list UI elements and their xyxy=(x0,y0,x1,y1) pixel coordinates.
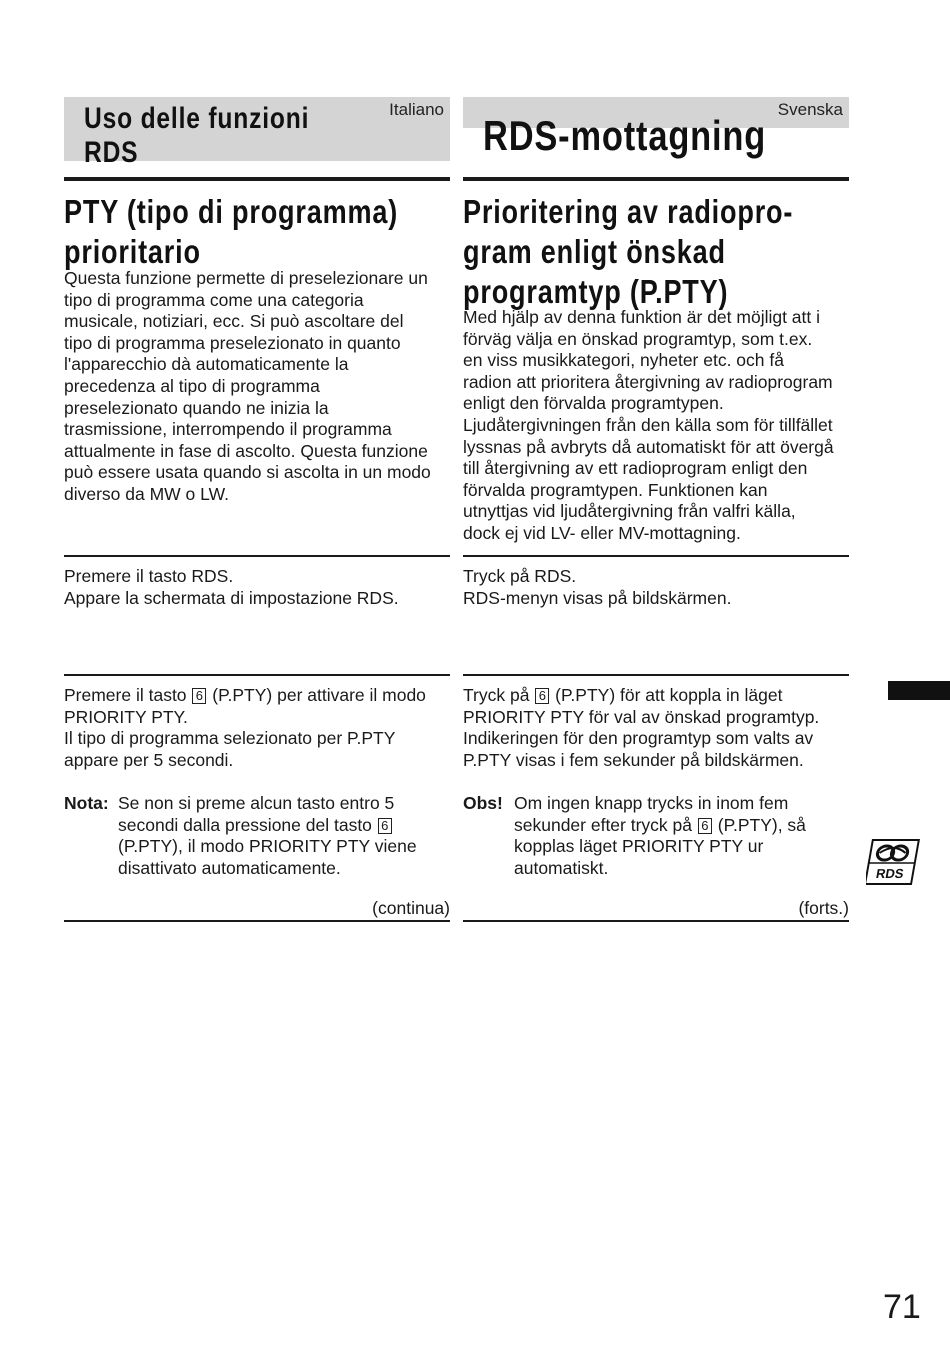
divider xyxy=(64,555,450,557)
continued-label: (continua) xyxy=(372,898,450,918)
divider xyxy=(463,674,849,676)
note-text: Om ingen knapp trycks in inom fem sekunder efter tryck på 6 (P.PTY), så kopplas läget PRIORITY PTY ur automatiskt. xyxy=(514,793,806,878)
key-button-icon: 6 xyxy=(192,688,206,704)
feature-heading: PTY (tipo di programma) prioritario xyxy=(64,193,399,270)
step-2-text: Premere il tasto 6 (P.PTY) per attivare il modo PRIORITY PTY. Il tipo di programma selezionato per P.PTY appare per 5 secondi. xyxy=(64,685,426,770)
step-1-text: Premere il tasto RDS. Appare la schermata di impostazione RDS. xyxy=(64,566,399,608)
divider xyxy=(463,920,849,922)
divider xyxy=(463,555,849,557)
key-button-icon: 6 xyxy=(698,818,712,834)
note-label: Obs! xyxy=(463,793,503,813)
divider xyxy=(64,674,450,676)
divider xyxy=(64,920,450,922)
page-number: 71 xyxy=(883,1288,921,1326)
language-label: Italiano xyxy=(389,100,444,119)
step-1-text: Tryck på RDS. RDS-menyn visas på bildskärmen. xyxy=(463,566,732,608)
feature-heading: Prioritering av radiopro- gram enligt önskad programtyp (P.PTY) xyxy=(463,193,794,310)
section-title: RDS-mottagning xyxy=(483,112,767,159)
rds-logo-icon xyxy=(866,839,920,885)
note-label: Nota: xyxy=(64,793,109,813)
section-title: Uso delle funzioni RDS xyxy=(84,102,310,169)
language-label: Svenska xyxy=(777,100,843,119)
key-button-icon: 6 xyxy=(378,818,392,834)
divider xyxy=(463,177,849,181)
step-2-text: Tryck på 6 (P.PTY) för att koppla in läget PRIORITY PTY för val av önskad programtyp. Indikeringen för den programtyp som valts av P.PTY visas i fem sekunder på bildskärmen. xyxy=(463,685,820,770)
intro-paragraph: Med hjälp av denna funktion är det möjligt att i förväg välja en önskad programtyp, som t.ex. en viss musikkategori, nyheter etc. och få radion att prioritera återgivning av radioprogram enligt den förvalda programtypen. Ljudåtergivningen från den källa som för tillfället lyssnas på avbryts då automatiskt för att övergå till återgivning av ett radioprogram enligt den förvalda programtypen. Funktionen kan utnyttjas vid ljudåtergivning från valfri källa, dock ej vid LV- eller MV-mottagning. xyxy=(463,307,834,543)
continued-label: (forts.) xyxy=(798,898,849,918)
divider xyxy=(64,177,450,181)
note-text: Se non si preme alcun tasto entro 5 secondi dalla pressione del tasto 6 (P.PTY), il modo PRIORITY PTY viene disattivato automaticamente. xyxy=(118,793,417,878)
intro-paragraph: Questa funzione permette di preselezionare un tipo di programma come una categoria musicale, notiziari, ecc. Si può ascoltare del tipo di programma preselezionato in quanto l'apparecchio dà automaticamente la precedenza al tipo di programma preselezionato quando ne inizia la trasmissione, interrompendo il programma attualmente in fase di ascolto. Questa funzione può essere usata quando si ascolta in un modo diverso da MW o LW. xyxy=(64,268,431,504)
svg-text:RDS: RDS xyxy=(874,866,905,881)
key-button-icon: 6 xyxy=(535,688,549,704)
section-tab-marker xyxy=(888,681,950,700)
